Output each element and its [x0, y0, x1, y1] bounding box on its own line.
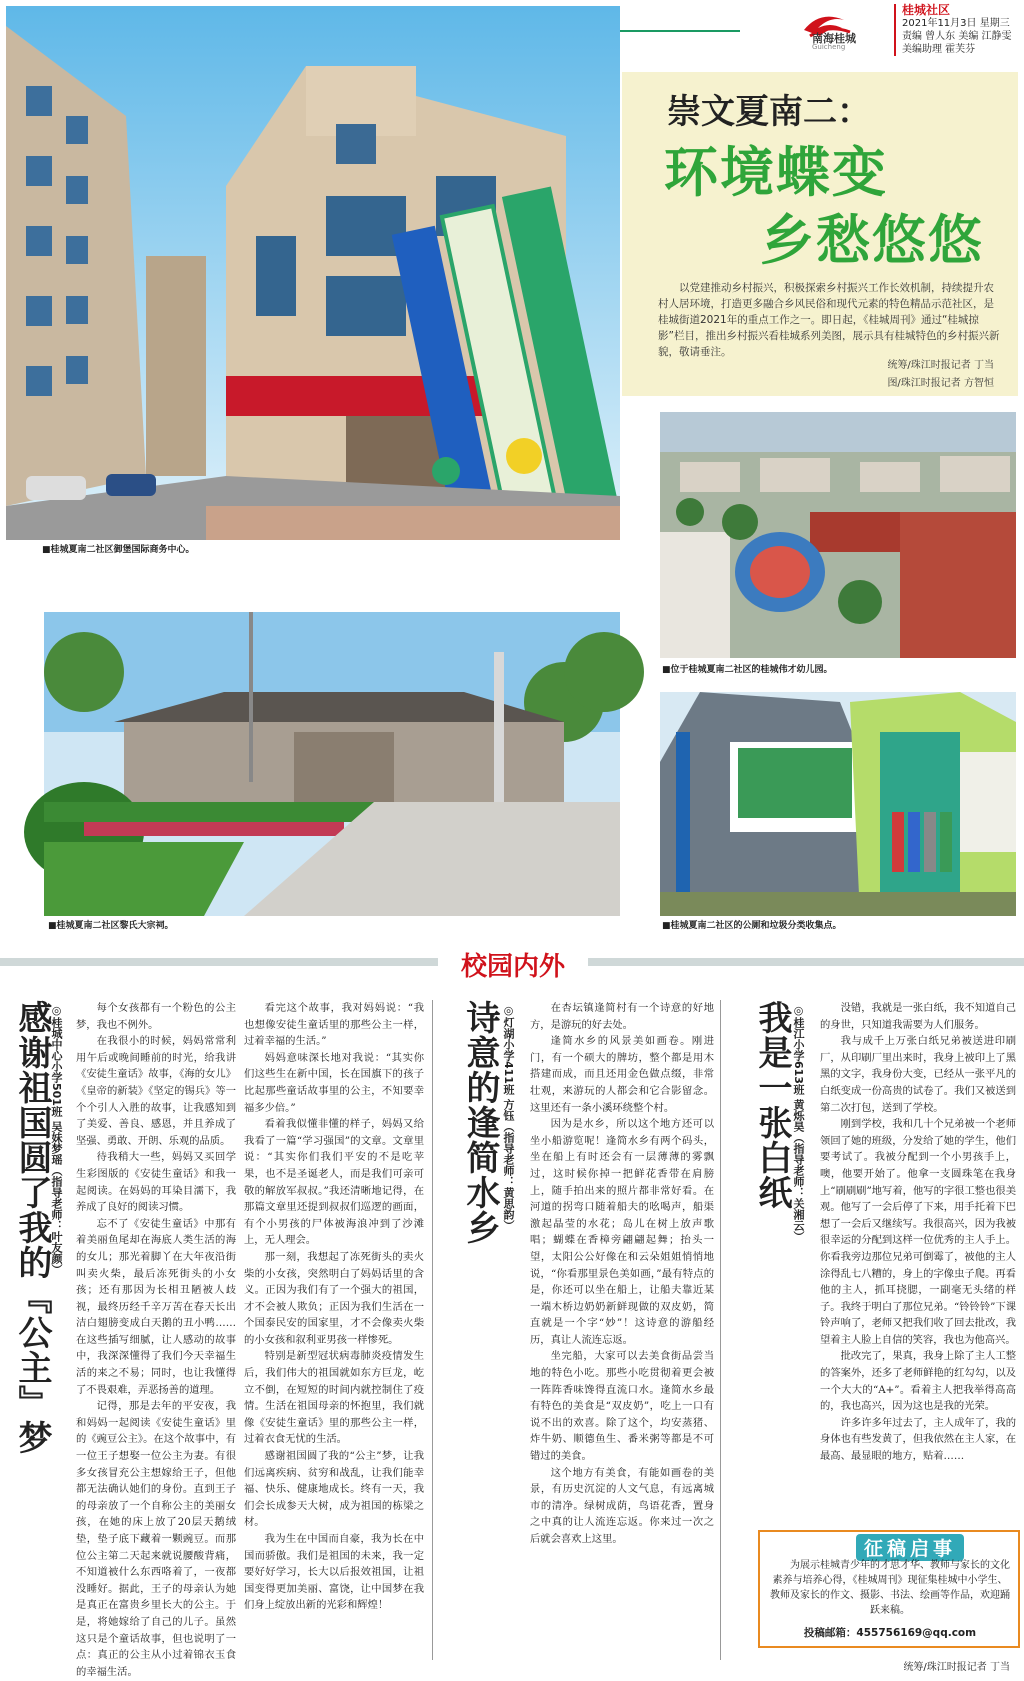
photo-caption: ■位于桂城夏南二社区的桂城伟才幼儿园。: [662, 665, 833, 675]
submission-email: 投稿邮箱：455756169@qq.com: [803, 1627, 977, 1639]
feature-title-line2: 乡愁悠悠: [760, 208, 984, 272]
photo-business-center: [6, 6, 620, 540]
photo-caption: ■桂城夏南二社区的公厕和垃圾分类收集点。: [662, 921, 842, 931]
essay-author: ◎桂城中心小学501班 吴妹梦瑶（指导老师：叶友颜）: [50, 1004, 63, 1275]
paragraph: 我与成千上万张白纸兄弟被送进印刷厂，从印刷厂里出来时，我身上被印上了黑黑的文字，我身份大变，已经从一张平凡的白纸变成一份高贵的试卷了。我们又被送到第二次打包，送到了学校。: [820, 1035, 1016, 1114]
feature-intro: 以党建推动乡村振兴，积极探索乡村振兴工作长效机制，持续提升农村人居环境，打造更多融合乡风民俗和现代元素的特色精品示范社区，是桂城街道2021年的重点工作之一。即日起，《桂城周刊》通过“桂城掠影”栏目，推出乡村振兴看桂城系列美图，展示具有桂城特色的乡村振兴新貌，敬请垂注。: [658, 282, 1000, 358]
photo-ancestral-hall: [44, 612, 620, 916]
column-rule: [432, 1000, 433, 1660]
essay-column: [820, 1000, 1016, 1520]
paragraph: 没错，我就是一张白纸，我不知道自己的身世，只知道我需要为人们服务。: [820, 1002, 1016, 1031]
feature-title-line1: 环境蝶变: [664, 140, 888, 204]
essay-title: 感谢祖国圆了我的『公主』梦: [12, 1000, 52, 1455]
campus-section-title: 校园内外: [438, 946, 588, 978]
essay-author: ◎灯湖小学411班 方钰（指导老师：黄思韵）: [502, 1004, 515, 1231]
paragraph: 因为是水乡，所以这个地方还可以坐小船游览呢！逢简水乡有两个码头，坐在船上有时还会有一层薄薄的雾飘过，这时候你掉一把鲜花香带在肩膀上，随手拍出来的照片都非常好看。在河道的拐弯口随着船夫的吆喝声，船渠激起晶莹的水花；岛儿在树上放声歌唱；蝴蝶在香樟旁翩翩起舞；抬头一望，太阳公公好像在和云朵姐姐悄悄地说，“你看那里景色美如画，”最有特点的是，你还可以坐在船上，让船夫靠近某一端木桥边奶奶新鲜现做的双皮奶，简直就是一个字“妙”！这诗意的游船经历，真让人流连忘返。: [530, 1118, 714, 1346]
paragraph: 坐完船，大家可以去美食街品尝当地的特色小吃。那些小吃贯彻着更会被一阵阵香味馋得直流口水。逢简水乡最有特色的美食是“双皮奶”，吃上一口有说不出的欢喜。除了这个，均安蒸猪、炸牛奶、顺德鱼生、番米粥等都是不可错过的美食。: [530, 1350, 714, 1463]
paragraph: 待我稍大一些，妈妈又买回学生彩图版的《安徒生童话》和我一起阅读。在妈妈的耳染目濡下，我养成了良好的阅读习惯。: [76, 1151, 236, 1214]
paragraph: 每个女孩都有一个粉色的公主梦，我也不例外。: [76, 1002, 236, 1031]
essay-column: [530, 1000, 714, 1664]
photo-caption: ■桂城夏南二社区黎氏大宗祠。: [48, 921, 174, 931]
paragraph: 我为生在中国而自豪，我为长在中国而骄傲。我们是祖国的未来，我一定要好好学习，长大以后报效祖国，让祖国变得更加美丽、富饶，让中国梦在我们身上绽放出新的光彩和辉煌！: [244, 1533, 424, 1612]
photo-public-toilet: [660, 692, 1016, 916]
paragraph: 在杏坛镇逢简村有一个诗意的好地方，是游玩的好去处。: [530, 1002, 714, 1031]
paragraph: 那一刻，我想起了冻死街头的卖火柴的小女孩，突然明白了妈妈话里的含义。正因为我们有了一个强大的祖国，才不会被人欺负；正因为我们生活在一个国泰民安的国家里，才不会像卖火柴的小女孩和叙利亚男孩一样惨死。: [244, 1250, 424, 1346]
paragraph: 特别是新型冠状病毒肺炎疫情发生后，我们伟大的祖国就如东方巨龙，屹立不倒，在短短的时间内就控制住了疫情。生活在祖国母亲的怀抱里，我们就像《安徒生童话》里的那些公主一样，过着衣食无忧的生活。: [244, 1350, 424, 1446]
footer-credit: 统筹/珠江时报记者 丁当: [903, 1662, 1010, 1673]
feature-subtitle: 崇文夏南二：: [667, 92, 871, 132]
paragraph: 妈妈意味深长地对我说：“其实你们这些生在新中国，长在国旗下的孩子比起那些童话故事里的公主，不知要幸福多少倍。”: [244, 1051, 424, 1114]
paragraph: 忘不了《安徒生童话》中那有着美丽鱼尾却在海底人类生活的海的女儿；那光着脚丫在大年夜沿街叫卖火柴，最后冻死街头的小女孩；还有那因为长相丑陋被人歧视，最终历经千辛万苦在春天长出洁白翅膀变成白天鹅的丑小鸭……在这些插写细腻，让人感动的故事中，我深深懂得了我们今天幸福生活的来之不易；同时，也让我懂得了不畏艰难，弄恶扬善的道理。: [76, 1217, 236, 1396]
paragraph: 看完这个故事，我对妈妈说：“我也想像安徒生童话里的那些公主一样，过着幸福的生活。”: [244, 1002, 424, 1048]
issue-info: [894, 4, 1020, 56]
call-for-submissions-text: 为展示桂城青少年的才思才华、教师与家长的文化素养与培养心得，《桂城周刊》现征集桂城中小学生、教师及家长的作文、摄影、书法、绘画等作品，欢迎踊跃来稿。: [770, 1560, 1010, 1616]
essay-title: 我是一张白纸: [752, 1000, 792, 1210]
photo-kindergarten: [660, 412, 1016, 658]
column-rule: [720, 1000, 721, 1660]
issue-date: 2021年11月3日 星期三: [902, 18, 1010, 29]
paragraph: 看着我似懂非懂的样子，妈妈又给我看了一篇“学习强国”的文章。文章里说：“其实你们我们平安的不是吃苹果，也不是圣诞老人，而是我们可亲可敬的解放军叔叔。”我还清晰地记得，在那篇文章里还提到叔叔们巡逻的画面，有个小男孩的尸体被海浪冲到了沙滩上，无人理会。: [244, 1118, 424, 1247]
paragraph: 感谢祖国圆了我的“公主”梦，让我们远离疾病、贫穷和战乱，让我们能幸福、快乐、健康地成长。终有一天，我们会长成参天大树，成为祖国的栋梁之材。: [244, 1450, 424, 1529]
brand-sub: Guicheng: [812, 43, 846, 51]
paragraph: 这个地方有美食，有能如画卷的美景，有历史沉淀的人文气息，有远离城市的清净。绿树成荫，鸟语花香，置身之中真的让人流连忘返。你来过一次之后就会喜欢上这里。: [530, 1466, 714, 1545]
editor-credit: 责编 曾人东 美编 江静雯: [902, 31, 1012, 42]
paragraph: 许多许多年过去了，主人成年了，我的身体也有些发黄了，但我依然在主人家，在最高、最显眼的地方，贴着……: [820, 1416, 1016, 1463]
paragraph: 在我很小的时候，妈妈常常利用午后或晚间睡前的时光，给我讲《安徒生童话》故事，《海的女儿》《皇帝的新装》《坚定的锡兵》等一个个引人入胜的故事，让我感知到了美爱、善良、感恩，并且养成了坚强、勇敢、开朗、乐观的品质。: [76, 1035, 236, 1147]
credit-coordinator: 统筹/珠江时报记者 丁当: [887, 360, 994, 371]
paragraph: 批改完了，果真，我身上除了主人工整的答案外，还多了老师鲜艳的红勾勾，以及一个大大的“A+”。看着主人把我举得高高的，我也高兴，因为这也是我的光荣。: [820, 1350, 1016, 1413]
column-logo: 桂城社区: [902, 3, 951, 17]
credit-photographer: 图/珠江时报记者 方智恒: [887, 378, 994, 389]
essay-author: ◎桂江小学613班 黄烁昊（指导老师：关湘云）: [792, 1004, 805, 1242]
assistant-credit: 美编助理 霍芙芬: [902, 44, 976, 55]
photo-caption: ■桂城夏南二社区御堡国际商务中心。: [42, 545, 195, 555]
paragraph: 记得，那是去年的平安夜，我和妈妈一起阅读《安徒生童话》里的《豌豆公主》。在这个故事中，有一位王子想娶一位公主为妻。有很多女孩冒充公主想嫁给王子，但他都无法确认她们的身份。直到王子的母亲放了一个自称公主的美丽女孩，在她的床上放了20层天鹅绒垫，垫子底下藏着一颗豌豆。而那位公主第二天起来就说腰酸背痛，不知道被什么东西咯着了，一夜都没睡好。据此，王子的母亲认为她是真正在富贵乡里长大的公主。于是，将她嫁给了自己的儿子。虽然这只是个童话故事，但也说明了一点：真正的公主从小过着锦衣玉食的幸福生活。: [76, 1400, 236, 1678]
paragraph: 刚到学校，我和几十个兄弟被一个老师领回了她的班级，分发给了她的学生，他们要考试了。我被分配到一个小男孩手上，噢，他要开始了。他拿一支圆珠笔在我身上“刷刷刷”地写着，他写的字很工整也很美观。他写了一会后停了下来，用手托着下巴想了一会后又继续写。我很高兴，因为我被很幸运的分配到这样一位优秀的主人手上。你看我旁边那位兄弟可倒霉了，被他的主人涂得乱七八糟的，身上的字像虫子爬。再看他的主人，抓耳挠腮，一副毫无头绪的样子。我终于明白了那位兄弟。“铃铃铃”下课铃声响了，老师又把我们收了回去批改，我望着主人脸上自信的笑容，我也为他高兴。: [820, 1118, 1016, 1346]
call-for-submissions-title: 征稿启事: [856, 1534, 964, 1561]
brand-name: 南海桂城: [812, 32, 856, 45]
essay-column: [76, 1000, 236, 1678]
essay-column: [244, 1000, 424, 1664]
essay-title: 诗意的逢简水乡: [460, 1000, 500, 1245]
paragraph: 逢简水乡的风景美如画卷。刚进门，有一个硕大的牌坊，整个都是用木搭建而成，而且还用金色做点缀，非常壮观，来游玩的人都会和它合影留念。这里还有一条小溪环绕整个村。: [530, 1035, 714, 1114]
